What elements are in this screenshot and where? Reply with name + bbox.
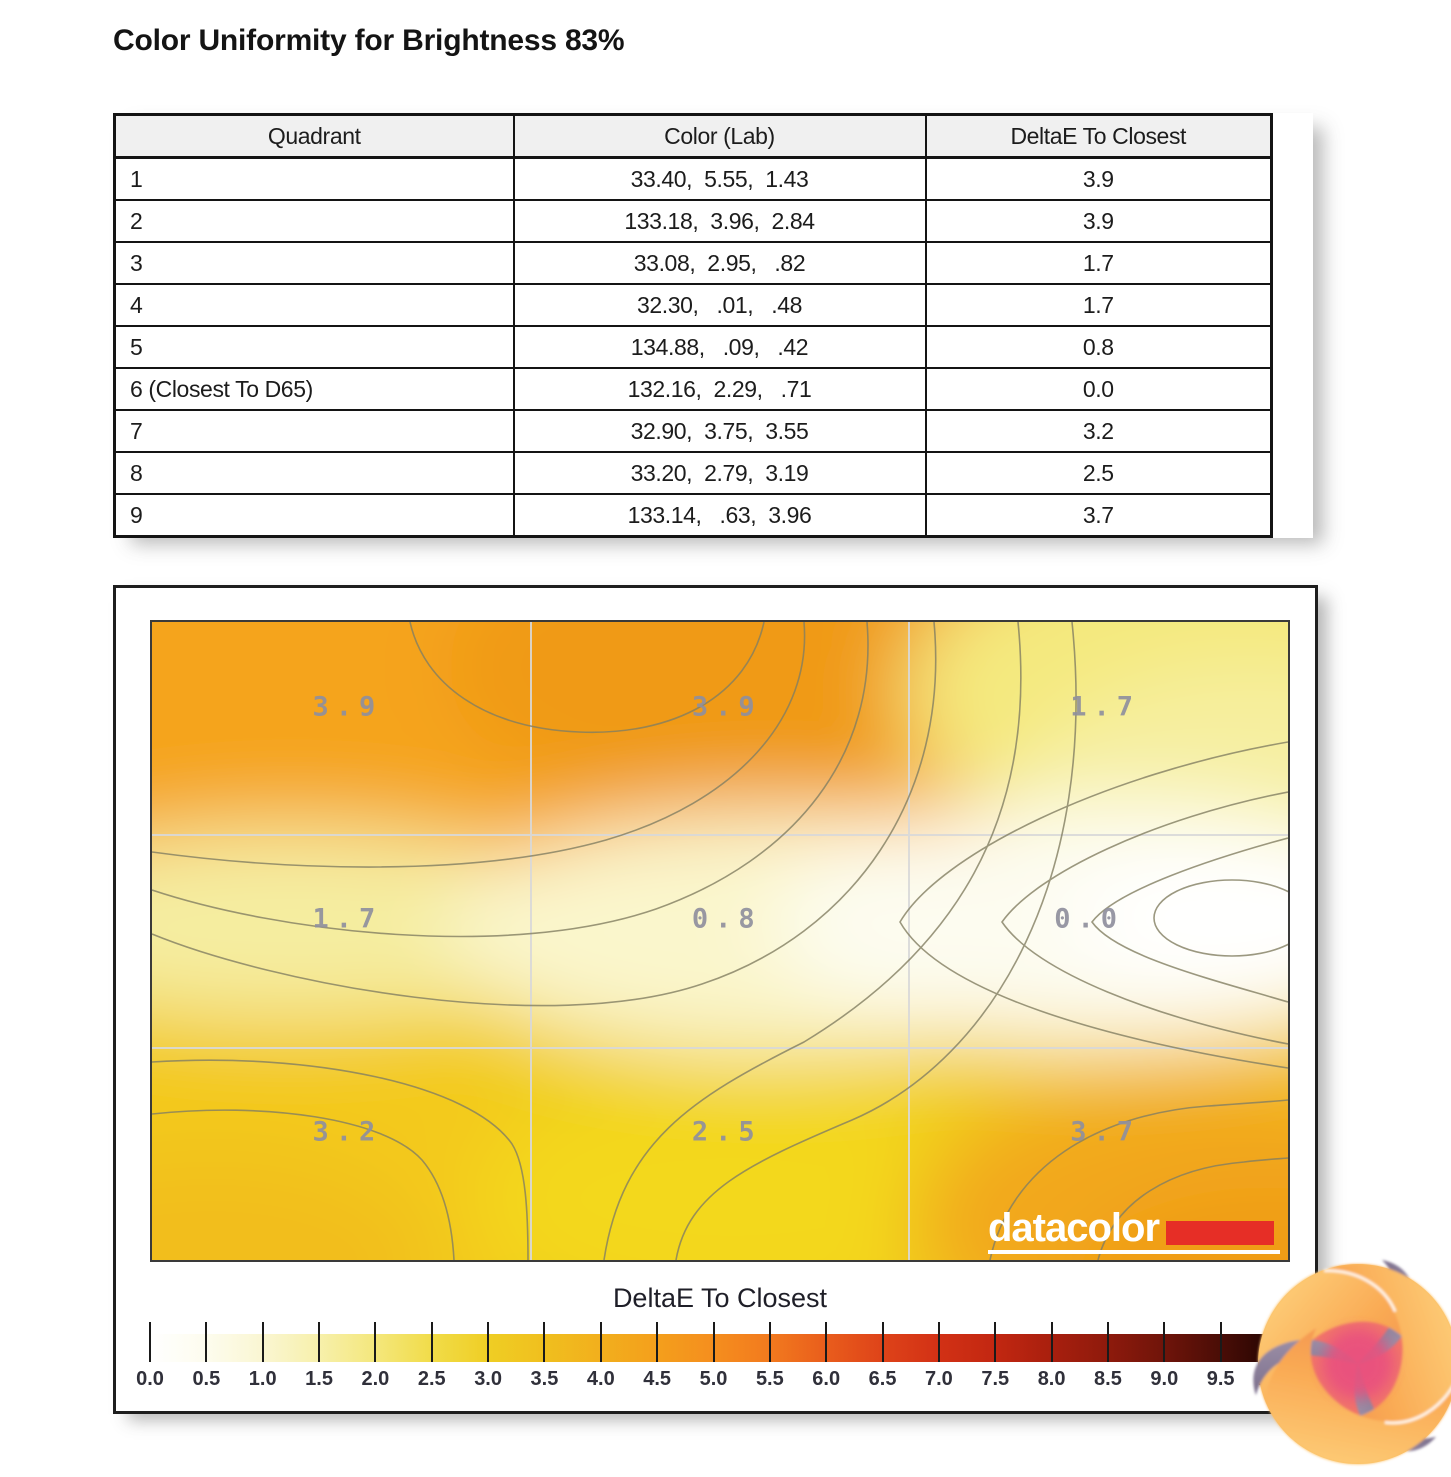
table-row [115, 284, 1272, 326]
deltae-cell: 0.8 [926, 326, 1272, 368]
colorbar-tick [374, 1322, 376, 1362]
colorbar-tick-label: 1.5 [305, 1368, 333, 1390]
quadrant-cell: 2 [115, 200, 514, 242]
color-lab-cell: 133.18, 3.96, 2.84 [514, 200, 926, 242]
colorbar-tick-label: 4.0 [586, 1368, 615, 1390]
colorbar-tick [431, 1322, 433, 1362]
colorbar-tick-label: 0.5 [192, 1368, 221, 1390]
col-header-quadrant: Quadrant [115, 115, 514, 158]
color-lab-cell: 33.40, 5.55, 1.43 [514, 158, 926, 201]
colorbar-tick-label: 8.0 [1037, 1368, 1066, 1390]
quadrant-deltae-label: 0.8 [691, 903, 762, 935]
colorbar-tick [1107, 1322, 1109, 1362]
colorbar-tick [1220, 1322, 1222, 1362]
table-header-row [115, 115, 1272, 158]
colorbar-tick [600, 1322, 602, 1362]
quadrant-cell: 9 [115, 494, 514, 537]
deltae-cell: 2.5 [926, 452, 1272, 494]
colorbar-tick [882, 1322, 884, 1362]
colorbar-tick [825, 1322, 827, 1362]
colorbar-tick [994, 1322, 996, 1362]
colorbar-tick [318, 1322, 320, 1362]
colorbar-tick-label: 4.5 [643, 1368, 672, 1390]
color-lab-cell: 32.30, .01, .48 [514, 284, 926, 326]
colorbar-tick-label: 2.0 [361, 1368, 390, 1390]
colorbar-tick-label: 5.0 [699, 1368, 728, 1390]
colorbar-tick-label: 7.5 [981, 1368, 1010, 1390]
quadrant-cell: 4 [115, 284, 514, 326]
colorbar-tick-label: 9.0 [1150, 1368, 1179, 1390]
colorbar-tick-label: 8.5 [1094, 1368, 1122, 1390]
deltae-cell: 1.7 [926, 284, 1272, 326]
quadrant-cell: 3 [115, 242, 514, 284]
colorbar [150, 1322, 1277, 1362]
colorbar-tick [769, 1322, 771, 1362]
colorbar-tick [487, 1322, 489, 1362]
datacolor-underline [988, 1250, 1280, 1254]
uniformity-chart-panel [113, 585, 1318, 1414]
col-header-deltae: DeltaE To Closest [926, 115, 1272, 158]
colorbar-tick-label: 0.0 [136, 1368, 164, 1390]
colorbar-tick-label: 5.5 [755, 1368, 784, 1390]
colorbar-tick [205, 1322, 207, 1362]
deltae-cell: 3.9 [926, 158, 1272, 201]
colorbar-tick-labels [136, 1368, 1277, 1394]
deltae-cell: 1.7 [926, 242, 1272, 284]
colorbar-tick [262, 1322, 264, 1362]
quadrant-cell: 5 [115, 326, 514, 368]
uniformity-table [113, 113, 1273, 538]
deltae-cell: 0.0 [926, 368, 1272, 410]
deltae-cell: 3.7 [926, 494, 1272, 537]
kitguru-swirl-icon [1250, 1256, 1451, 1472]
colorbar-tick-label: 1.0 [248, 1368, 277, 1390]
table-row [115, 410, 1272, 452]
quadrant-cell: 6 (Closest To D65) [115, 368, 514, 410]
colorbar-tick-label: 2.5 [417, 1368, 446, 1390]
table-row [115, 242, 1272, 284]
datacolor-logo [988, 1205, 1280, 1254]
table-row [115, 368, 1272, 410]
quadrant-deltae-label: 1.7 [1070, 691, 1140, 723]
uniformity-table-panel [113, 113, 1313, 538]
colorbar-tick-label: 3.0 [474, 1368, 502, 1390]
color-lab-cell: 32.90, 3.75, 3.55 [514, 410, 926, 452]
quadrant-deltae-label: 3.9 [312, 691, 383, 723]
colorbar-tick-label: 6.5 [868, 1368, 897, 1390]
color-lab-cell: 33.20, 2.79, 3.19 [514, 452, 926, 494]
table-row [115, 326, 1272, 368]
quadrant-deltae-label: 3.9 [691, 691, 762, 723]
colorbar-tick-label: 3.5 [530, 1368, 559, 1390]
quadrant-deltae-label: 3.2 [312, 1116, 383, 1148]
table-row [115, 158, 1272, 201]
quadrant-deltae-label: 3.7 [1070, 1116, 1140, 1148]
color-lab-cell: 132.16, 2.29, .71 [514, 368, 926, 410]
kitguru-logo [1250, 1256, 1451, 1472]
quadrant-cell: 8 [115, 452, 514, 494]
colorbar-tick [938, 1322, 940, 1362]
colorbar-tick-label: 7.0 [924, 1368, 953, 1390]
quadrant-cell: 7 [115, 410, 514, 452]
datacolor-red-bar [1166, 1221, 1274, 1245]
deltae-cell: 3.9 [926, 200, 1272, 242]
colorbar-tick [656, 1322, 658, 1362]
quadrant-deltae-label: 2.5 [691, 1116, 762, 1148]
contour-plot [150, 620, 1290, 1262]
colorbar-tick [713, 1322, 715, 1362]
datacolor-wordmark: datacolor [988, 1205, 1160, 1250]
colorbar-title: DeltaE To Closest [612, 1283, 828, 1313]
page-title: Color Uniformity for Brightness 83% [113, 24, 625, 57]
deltae-cell: 3.2 [926, 410, 1272, 452]
colorbar-tick [1163, 1322, 1165, 1362]
col-header-color-lab: Color (Lab) [514, 115, 926, 158]
colorbar-tick-label: 9.5 [1206, 1368, 1235, 1390]
quadrant-deltae-label: 1.7 [312, 903, 383, 935]
color-lab-cell: 33.08, 2.95, .82 [514, 242, 926, 284]
colorbar-tick [543, 1322, 545, 1362]
quadrant-deltae-label: 0.0 [1054, 903, 1125, 935]
colorbar-tick-label: 6.0 [812, 1368, 841, 1390]
table-row [115, 452, 1272, 494]
color-lab-cell: 133.14, .63, 3.96 [514, 494, 926, 537]
table-row [115, 494, 1272, 537]
table-row [115, 200, 1272, 242]
quadrant-cell: 1 [115, 158, 514, 201]
color-lab-cell: 134.88, .09, .42 [514, 326, 926, 368]
colorbar-tick [1051, 1322, 1053, 1362]
colorbar-tick [149, 1322, 151, 1362]
